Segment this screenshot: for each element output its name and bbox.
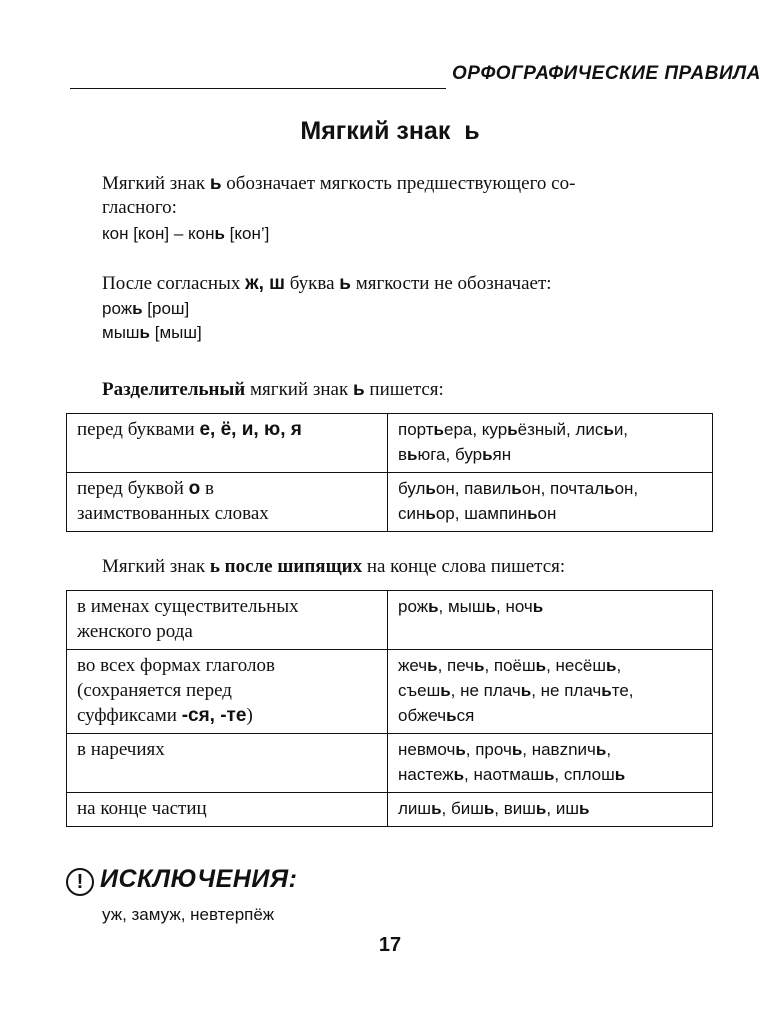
text: , виш — [494, 799, 536, 818]
text: Мягкий знак — [102, 556, 210, 577]
text: буква — [284, 273, 340, 294]
bold-letter: о — [188, 478, 201, 499]
text: кон [кон] – кон — [102, 224, 215, 243]
separating-table — [66, 413, 713, 532]
text: , печ — [437, 656, 474, 675]
bold-letter: ь — [433, 420, 444, 439]
text: на конце слова пишется: — [362, 556, 566, 577]
rule-cell — [67, 414, 388, 473]
separating-heading — [102, 378, 444, 402]
text: ера, кур — [443, 420, 508, 439]
rule-line: во всех формах глаголов — [77, 655, 275, 676]
bold-letter: ь — [511, 479, 522, 498]
text: настеж — [398, 765, 454, 784]
text: перед буквой — [77, 478, 189, 499]
text: те, — [611, 681, 634, 700]
text: рож — [398, 597, 429, 616]
text: , навznич — [522, 740, 596, 759]
page-title-text: Мягкий знак — [300, 117, 451, 145]
bold-letter: ь — [605, 656, 617, 675]
example-line — [398, 442, 702, 467]
examples-cell — [388, 591, 713, 650]
intro-line-2: гласного: — [102, 197, 177, 218]
text: он, — [614, 479, 639, 498]
bold-letter: ь — [425, 504, 436, 523]
page-title-letter: ь — [464, 117, 480, 145]
rule-cell — [67, 591, 388, 650]
text: ) — [246, 705, 253, 726]
header-rule — [70, 88, 446, 89]
bold-letter: ь — [482, 445, 493, 464]
examples-cell — [388, 414, 713, 473]
examples-cell — [388, 473, 713, 532]
text: [мыш] — [150, 323, 202, 342]
bold-phrase: ь после шипящих — [209, 556, 363, 577]
hissing-example-2 — [102, 321, 202, 345]
bold-letter: ь — [407, 445, 418, 464]
hissing-example-1 — [102, 297, 189, 321]
text: невмоч — [398, 740, 456, 759]
bold-letter: ь — [507, 420, 518, 439]
text: лиш — [398, 799, 432, 818]
text: После согласных — [102, 273, 246, 294]
text: [кон’] — [224, 224, 270, 243]
table-row — [67, 414, 713, 473]
example-line — [398, 594, 702, 619]
bold-letter: ь — [440, 681, 451, 700]
text: , — [616, 656, 622, 675]
rule-cell — [67, 473, 388, 532]
text: , наотмаш — [464, 765, 544, 784]
bold-letter: ь — [485, 597, 496, 616]
example-line — [398, 653, 702, 678]
bold-letter: ь — [139, 323, 150, 342]
text: , не плач — [531, 681, 602, 700]
bold-letter: ь — [455, 740, 466, 759]
bold-letter: ь — [604, 479, 615, 498]
rule-cell: в наречиях — [67, 734, 388, 793]
example-line — [398, 501, 702, 526]
example-line — [398, 703, 702, 728]
rule-cell: на конце частиц — [67, 793, 388, 827]
bold-letter: ь — [483, 799, 495, 818]
text: он — [537, 504, 557, 523]
text: , — [606, 740, 612, 759]
text: , иш — [546, 799, 579, 818]
text: ян — [492, 445, 512, 464]
table-row — [67, 473, 713, 532]
rule-line — [77, 703, 377, 728]
example-line — [398, 737, 702, 762]
text: , сплош — [554, 765, 615, 784]
page-number: 17 — [378, 934, 402, 956]
bold-letter: ь — [601, 681, 612, 700]
bold-letter: ь — [595, 740, 607, 759]
bold-letter: ь — [527, 504, 538, 523]
text: , не плач — [450, 681, 521, 700]
text: бул — [398, 479, 426, 498]
text: в — [398, 445, 408, 464]
bold-letter: ь — [614, 765, 626, 784]
bold-letter: ь — [511, 740, 523, 759]
rule-line: заимствованных словах — [77, 503, 269, 524]
bold-letters: ж, ш — [245, 273, 285, 294]
section-title: ОРФОГРАФИЧЕСКИЕ ПРАВИЛА — [452, 63, 761, 84]
bold-letter: ь — [473, 656, 485, 675]
bold-letter: ь — [603, 420, 614, 439]
bold-letter: ь — [520, 681, 532, 700]
text: и, — [613, 420, 629, 439]
table-row — [67, 591, 713, 650]
bold-letter: ь — [209, 173, 222, 194]
bold-letter: ь — [132, 299, 143, 318]
examples-cell — [388, 734, 713, 793]
text: , поёш — [484, 656, 536, 675]
bold-letter: ь — [446, 706, 457, 725]
bold-letter: ь — [214, 224, 225, 243]
text: мыш — [102, 323, 140, 342]
text: перед буквами — [77, 419, 200, 440]
bold-letter: ь — [431, 799, 442, 818]
after-hissing-heading — [102, 555, 565, 579]
bold-letter: ь — [532, 597, 544, 616]
table-row — [67, 650, 713, 734]
bold-letter: ь — [339, 273, 351, 294]
example-line — [398, 417, 702, 442]
text: ся — [456, 706, 475, 725]
bold-letter: ь — [535, 799, 547, 818]
bold-letter: ь — [427, 656, 438, 675]
exclamation-icon: ! — [66, 868, 94, 896]
text: , ноч — [496, 597, 533, 616]
bold-suffixes: -ся, -те — [181, 705, 247, 726]
text: съеш — [398, 681, 441, 700]
text: ёзный, лис — [517, 420, 604, 439]
intro-line-1 — [102, 172, 575, 196]
bold-letter: ь — [425, 479, 436, 498]
example-line — [398, 796, 702, 821]
intro-example — [102, 222, 269, 246]
text: порт — [398, 420, 434, 439]
page-title — [0, 117, 780, 146]
bold-letter: ь — [535, 656, 547, 675]
text: мягкий знак — [245, 379, 353, 400]
example-line — [398, 476, 702, 501]
table-row — [67, 793, 713, 827]
text: обозначает мягкость предшествующего со- — [221, 173, 576, 194]
examples-cell — [388, 793, 713, 827]
text: , проч — [465, 740, 512, 759]
example-line — [398, 762, 702, 787]
text: , биш — [441, 799, 484, 818]
text: , мыш — [438, 597, 486, 616]
hissing-line — [102, 272, 552, 296]
bold-word: Разделительный — [102, 379, 246, 400]
text: суффиксами — [77, 705, 182, 726]
text: син — [398, 504, 426, 523]
bold-letter: ь — [352, 379, 365, 400]
rule-line: в именах существительных — [77, 596, 299, 617]
bold-letters: е, ё, и, ю, я — [199, 419, 302, 440]
rule-cell — [67, 650, 388, 734]
text: пишется: — [364, 379, 444, 400]
rule-line: женского рода — [77, 621, 193, 642]
text: ор, шампин — [435, 504, 528, 523]
exceptions-words: уж, замуж, невтерпёж — [102, 905, 275, 924]
bold-letter: ь — [428, 597, 439, 616]
bold-letter: ь — [578, 799, 590, 818]
text: обжеч — [398, 706, 447, 725]
example-line — [398, 678, 702, 703]
table-row — [67, 734, 713, 793]
after-hissing-table — [66, 590, 713, 827]
bold-letter: ь — [453, 765, 465, 784]
rule-line: (сохраняется перед — [77, 680, 232, 701]
text: в — [200, 478, 214, 499]
text: он, почтал — [521, 479, 605, 498]
text: рож — [102, 299, 133, 318]
text: юга, бур — [417, 445, 483, 464]
rule-line — [77, 476, 377, 501]
text: жеч — [398, 656, 428, 675]
text: [рош] — [142, 299, 190, 318]
examples-cell — [388, 650, 713, 734]
bold-letter: ь — [543, 765, 555, 784]
exceptions-title: ИСКЛЮЧЕНИЯ: — [100, 865, 298, 893]
text: мягкости не обозначает: — [350, 273, 552, 294]
text: он, павил — [435, 479, 512, 498]
text: Мягкий знак — [102, 173, 210, 194]
text: , несёш — [546, 656, 606, 675]
